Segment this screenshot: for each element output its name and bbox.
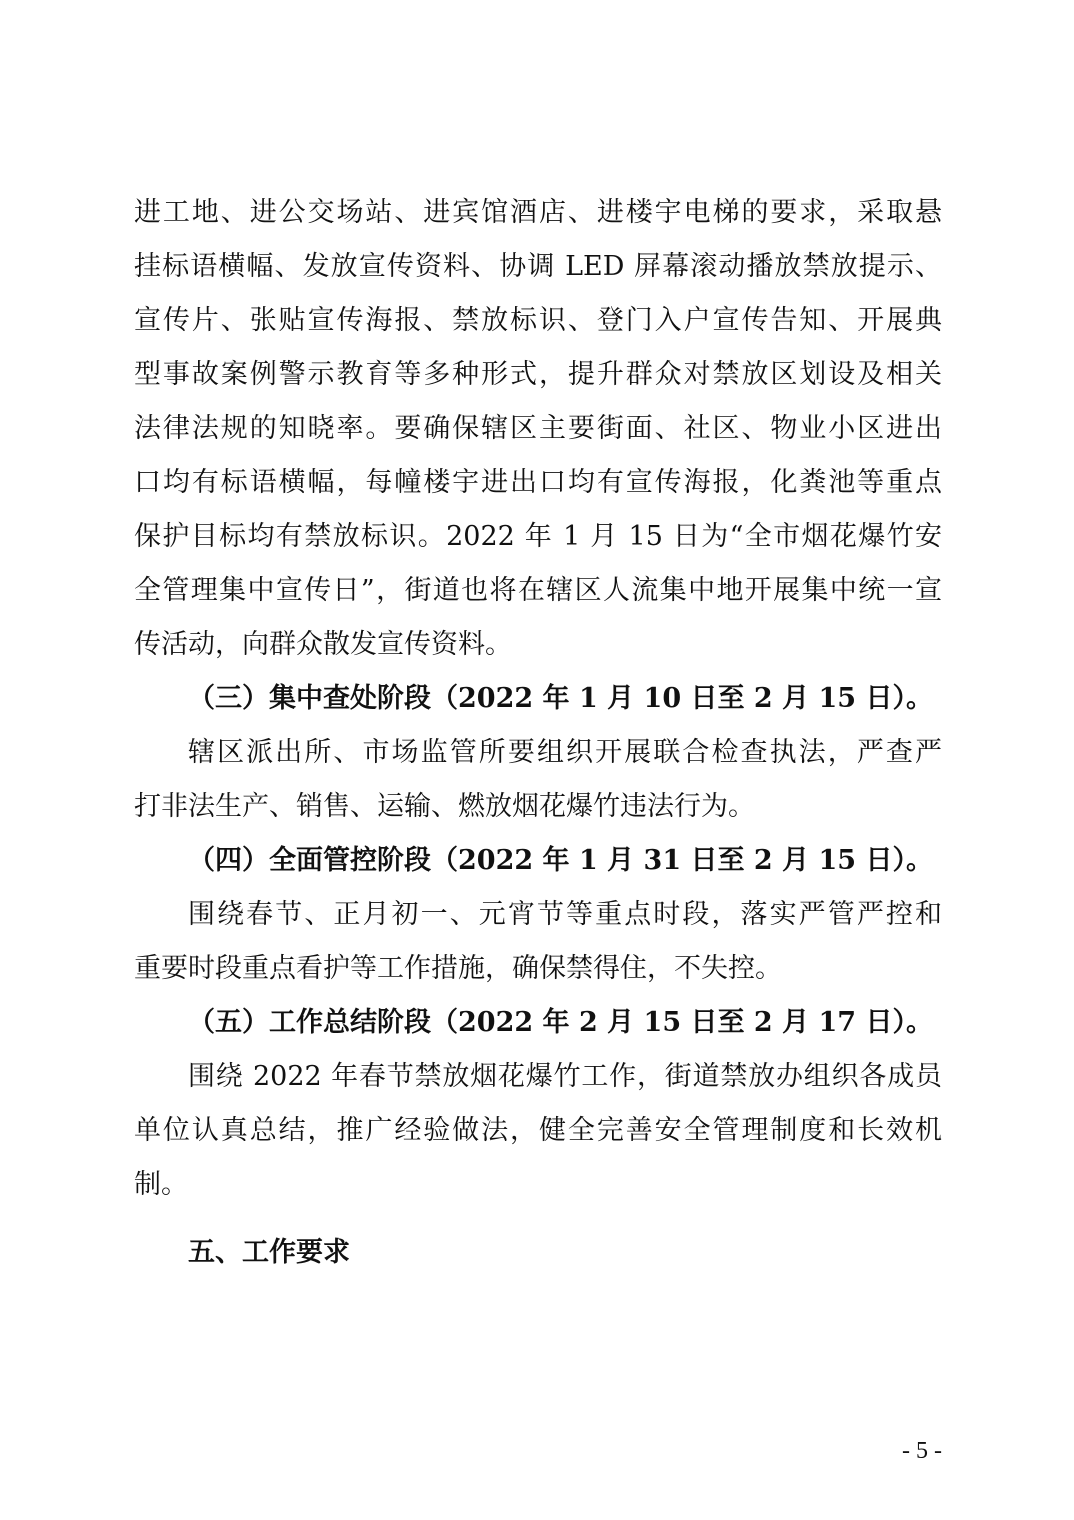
paragraph-line: 保护目标均有禁放标识。2022 年 1 月 15 日为“全市烟花爆竹安	[134, 521, 942, 552]
paragraph-line: 单位认真总结，推广经验做法，健全完善安全管理制度和长效机	[134, 1115, 942, 1146]
spacer	[134, 1212, 942, 1226]
document-body	[134, 186, 942, 1280]
paragraph-line: 围绕 2022 年春节禁放烟花爆竹工作，街道禁放办组织各成员	[188, 1061, 942, 1092]
paragraph-line: 打非法生产、销售、运输、燃放烟花爆竹违法行为。	[134, 791, 755, 822]
paragraph-line: 传活动，向群众散发宣传资料。	[134, 629, 512, 660]
section-5-heading: （五）工作总结阶段（2022 年 2 月 15 日至 2 月 17 日）。	[188, 1007, 933, 1038]
paragraph-line: 重要时段重点看护等工作措施，确保禁得住，不失控。	[134, 953, 782, 984]
paragraph-line: 围绕春节、正月初一、元宵节等重点时段，落实严管严控和	[188, 899, 942, 930]
paragraph-line: 法律法规的知晓率。要确保辖区主要街面、社区、物业小区进出	[134, 413, 942, 444]
paragraph-line: 挂标语横幅、发放宣传资料、协调 LED 屏幕滚动播放禁放提示、	[134, 251, 942, 282]
section-3-heading: （三）集中查处阶段（2022 年 1 月 10 日至 2 月 15 日）。	[188, 683, 933, 714]
paragraph-line: 辖区派出所、市场监管所要组织开展联合检查执法，严查严	[188, 737, 942, 768]
paragraph-line: 宣传片、张贴宣传海报、禁放标识、登门入户宣传告知、开展典	[134, 305, 942, 336]
paragraph-line: 型事故案例警示教育等多种形式，提升群众对禁放区划设及相关	[134, 359, 942, 390]
paragraph-line: 全管理集中宣传日”，街道也将在辖区人流集中地开展集中统一宣	[134, 575, 942, 606]
page-number: - 5 -	[902, 1438, 942, 1464]
paragraph-line: 制。	[134, 1169, 188, 1200]
paragraph-line: 口均有标语横幅，每幢楼宇进出口均有宣传海报，化粪池等重点	[134, 467, 942, 498]
section-4-heading: （四）全面管控阶段（2022 年 1 月 31 日至 2 月 15 日）。	[188, 845, 933, 876]
paragraph-line: 进工地、进公交场站、进宾馆酒店、进楼宇电梯的要求，采取悬	[134, 197, 942, 228]
part-5-heading: 五、工作要求	[188, 1237, 350, 1268]
